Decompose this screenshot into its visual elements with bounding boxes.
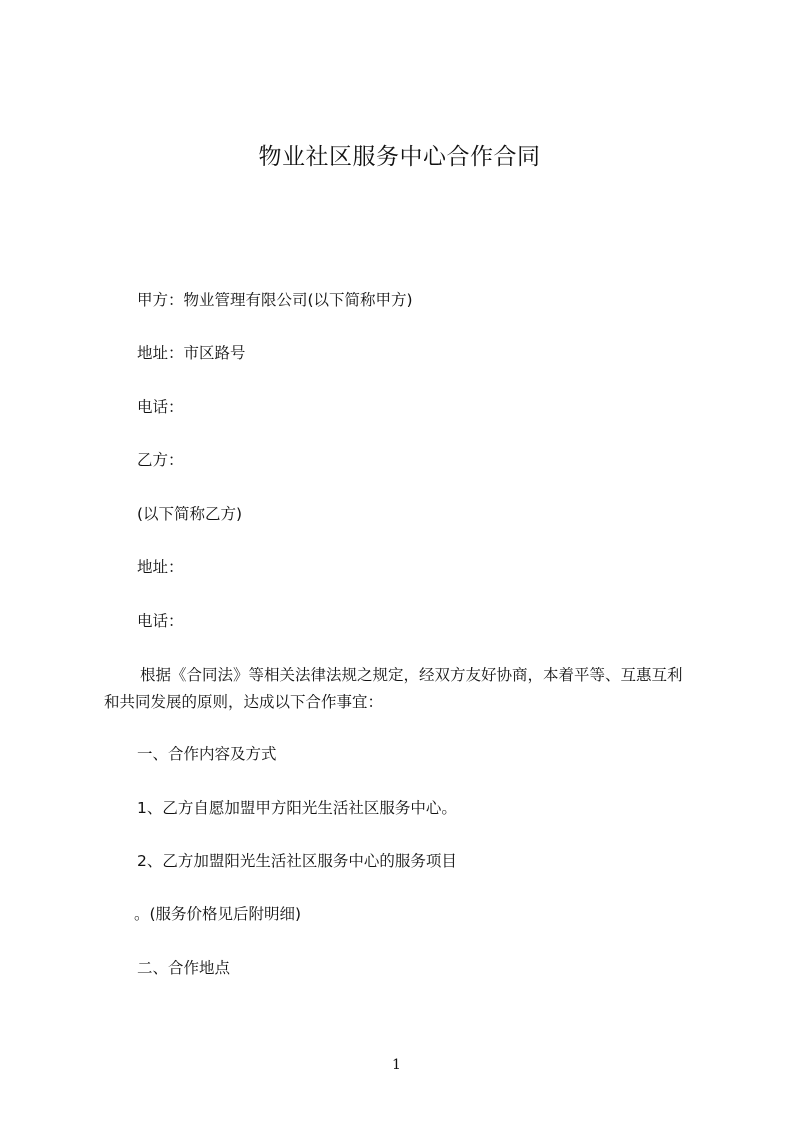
document-title: 物业社区服务中心合作合同: [258, 144, 541, 170]
clause-1-1: 1、乙方自愿加盟甲方阳光生活社区服务中心。: [137, 799, 457, 817]
party-a-line: 甲方：物业管理有限公司(以下简称甲方): [137, 291, 413, 309]
party-b-alias-line: (以下简称乙方): [137, 505, 243, 523]
clause-1-2: 2、乙方加盟阳光生活社区服务中心的服务项目: [137, 852, 457, 870]
party-b-phone-line: 电话：: [137, 612, 184, 630]
preamble-line-1: 根据《合同法》等相关法律法规之规定，经双方友好协商，本着平等、互惠互利: [140, 666, 683, 684]
section-2-heading: 二、合作地点: [137, 959, 231, 977]
party-b-line: 乙方：: [137, 451, 184, 469]
section-1-heading: 一、合作内容及方式: [137, 745, 277, 763]
party-a-address-line: 地址：市区路号: [137, 344, 246, 362]
page-number: 1: [392, 1057, 401, 1073]
clause-1-2-note: 。(服务价格见后附明细): [134, 905, 302, 923]
preamble-line-2: 和共同发展的原则，达成以下合作事宜：: [104, 693, 384, 711]
party-a-phone-line: 电话：: [137, 398, 184, 416]
party-b-address-line: 地址：: [137, 558, 184, 576]
